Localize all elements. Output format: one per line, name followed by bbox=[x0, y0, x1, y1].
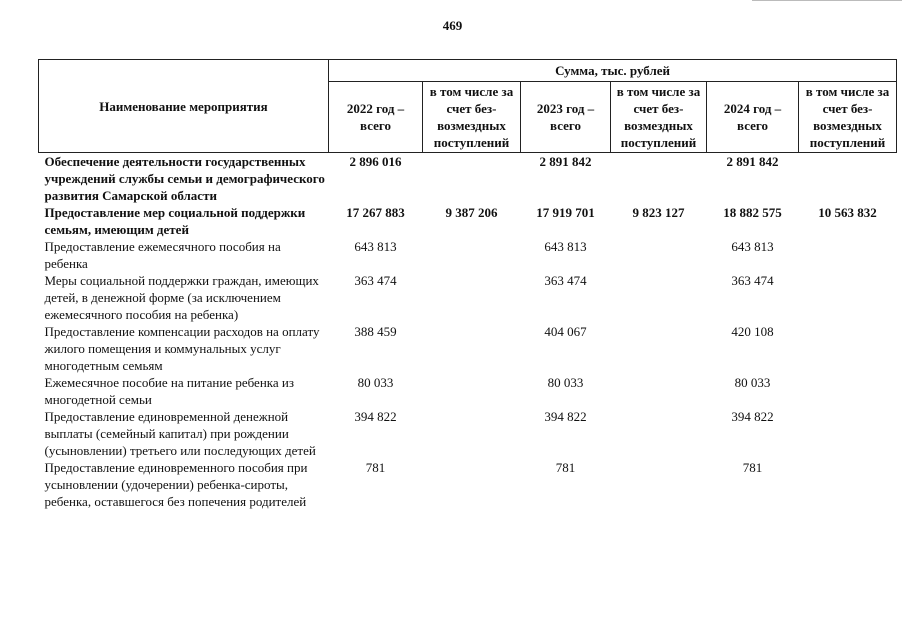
row-value: 363 474 bbox=[354, 273, 397, 288]
row-value: 80 033 bbox=[734, 375, 771, 390]
row-value bbox=[423, 408, 521, 459]
table-row bbox=[39, 204, 897, 238]
row-value: 18 882 575 bbox=[723, 205, 782, 220]
header-2024-total: 2024 год – всего bbox=[707, 82, 799, 153]
row-value: 420 108 bbox=[731, 324, 774, 339]
row-value bbox=[611, 459, 707, 510]
row-value: 17 919 701 bbox=[536, 205, 595, 220]
row-name: Предоставление единовременной денежной выплаты (семейный капитал) при рождении (усыновлении) третьего или последующих детей bbox=[44, 409, 316, 458]
row-value bbox=[611, 272, 707, 323]
header-2023-total: 2023 год – всего bbox=[521, 82, 611, 153]
row-value bbox=[423, 374, 521, 408]
table-row bbox=[39, 374, 897, 408]
row-value: 394 822 bbox=[354, 409, 397, 424]
header-sum-group: Сумма, тыс. рублей bbox=[329, 60, 897, 82]
row-value bbox=[799, 238, 897, 272]
table-row bbox=[39, 153, 897, 205]
row-value: 363 474 bbox=[544, 273, 587, 288]
row-value bbox=[423, 238, 521, 272]
row-value bbox=[611, 238, 707, 272]
row-value: 363 474 bbox=[731, 273, 774, 288]
row-value bbox=[799, 323, 897, 374]
row-value bbox=[611, 374, 707, 408]
table-row bbox=[39, 238, 897, 272]
row-value bbox=[611, 323, 707, 374]
row-name: Предоставление единовременного пособия при усыновлении (удочерении) ребенка-сироты, ребенка, оставшегося без попечения родителей bbox=[44, 460, 308, 509]
row-value: 2 891 842 bbox=[726, 154, 779, 169]
row-value: 394 822 bbox=[731, 409, 774, 424]
row-value: 643 813 bbox=[354, 239, 397, 254]
row-value: 404 067 bbox=[544, 324, 587, 339]
row-value: 9 387 206 bbox=[445, 205, 498, 220]
row-value bbox=[799, 272, 897, 323]
top-edge-rule bbox=[752, 0, 902, 1]
row-value: 781 bbox=[555, 460, 576, 475]
header-2023-gratuitous: в том числе за счет без-возмездных поступлений bbox=[611, 82, 707, 153]
header-name-column: Наименование мероприятия bbox=[39, 60, 329, 153]
row-name: Ежемесячное пособие на питание ребенка из многодетной семьи bbox=[44, 375, 295, 407]
row-value: 2 896 016 bbox=[349, 154, 402, 169]
header-2022-gratuitous: в том числе за счет без-возмездных поступлений bbox=[423, 82, 521, 153]
row-value bbox=[423, 153, 521, 205]
row-value bbox=[611, 153, 707, 205]
row-value: 80 033 bbox=[547, 375, 584, 390]
row-name: Меры социальной поддержки граждан, имеющих детей, в денежной форме (за исключением ежемесячного пособия на ребенка) bbox=[44, 273, 319, 322]
budget-table bbox=[38, 59, 897, 510]
row-value: 9 823 127 bbox=[632, 205, 685, 220]
table-row bbox=[39, 408, 897, 459]
row-value bbox=[799, 374, 897, 408]
row-value bbox=[423, 272, 521, 323]
table-body bbox=[39, 153, 897, 511]
row-value: 394 822 bbox=[544, 409, 587, 424]
row-value: 2 891 842 bbox=[539, 154, 592, 169]
row-value: 643 813 bbox=[731, 239, 774, 254]
row-value bbox=[423, 323, 521, 374]
row-name: Предоставление мер социальной поддержки семьям, имеющим детей bbox=[44, 205, 306, 237]
row-name: Предоставление компенсации расходов на оплату жилого помещения и коммунальных услуг многодетным семьям bbox=[44, 324, 320, 373]
row-value bbox=[799, 153, 897, 205]
row-value: 17 267 883 bbox=[346, 205, 405, 220]
row-name: Обеспечение деятельности государственных учреждений службы семьи и демографического развития Самарской области bbox=[44, 154, 325, 203]
table-row bbox=[39, 272, 897, 323]
row-value: 643 813 bbox=[544, 239, 587, 254]
row-value bbox=[799, 408, 897, 459]
row-value: 10 563 832 bbox=[818, 205, 877, 220]
page-number: 469 bbox=[442, 18, 463, 33]
row-value: 80 033 bbox=[357, 375, 394, 390]
header-2024-gratuitous: в том числе за счет без-возмездных поступлений bbox=[799, 82, 897, 153]
table-row bbox=[39, 459, 897, 510]
row-value: 781 bbox=[742, 460, 763, 475]
row-name: Предоставление ежемесячного пособия на ребенка bbox=[44, 239, 281, 271]
row-value: 388 459 bbox=[354, 324, 397, 339]
row-value bbox=[611, 408, 707, 459]
header-2022-total: 2022 год – всего bbox=[329, 82, 423, 153]
row-value: 781 bbox=[365, 460, 386, 475]
row-value bbox=[423, 459, 521, 510]
row-value bbox=[799, 459, 897, 510]
table-row bbox=[39, 323, 897, 374]
